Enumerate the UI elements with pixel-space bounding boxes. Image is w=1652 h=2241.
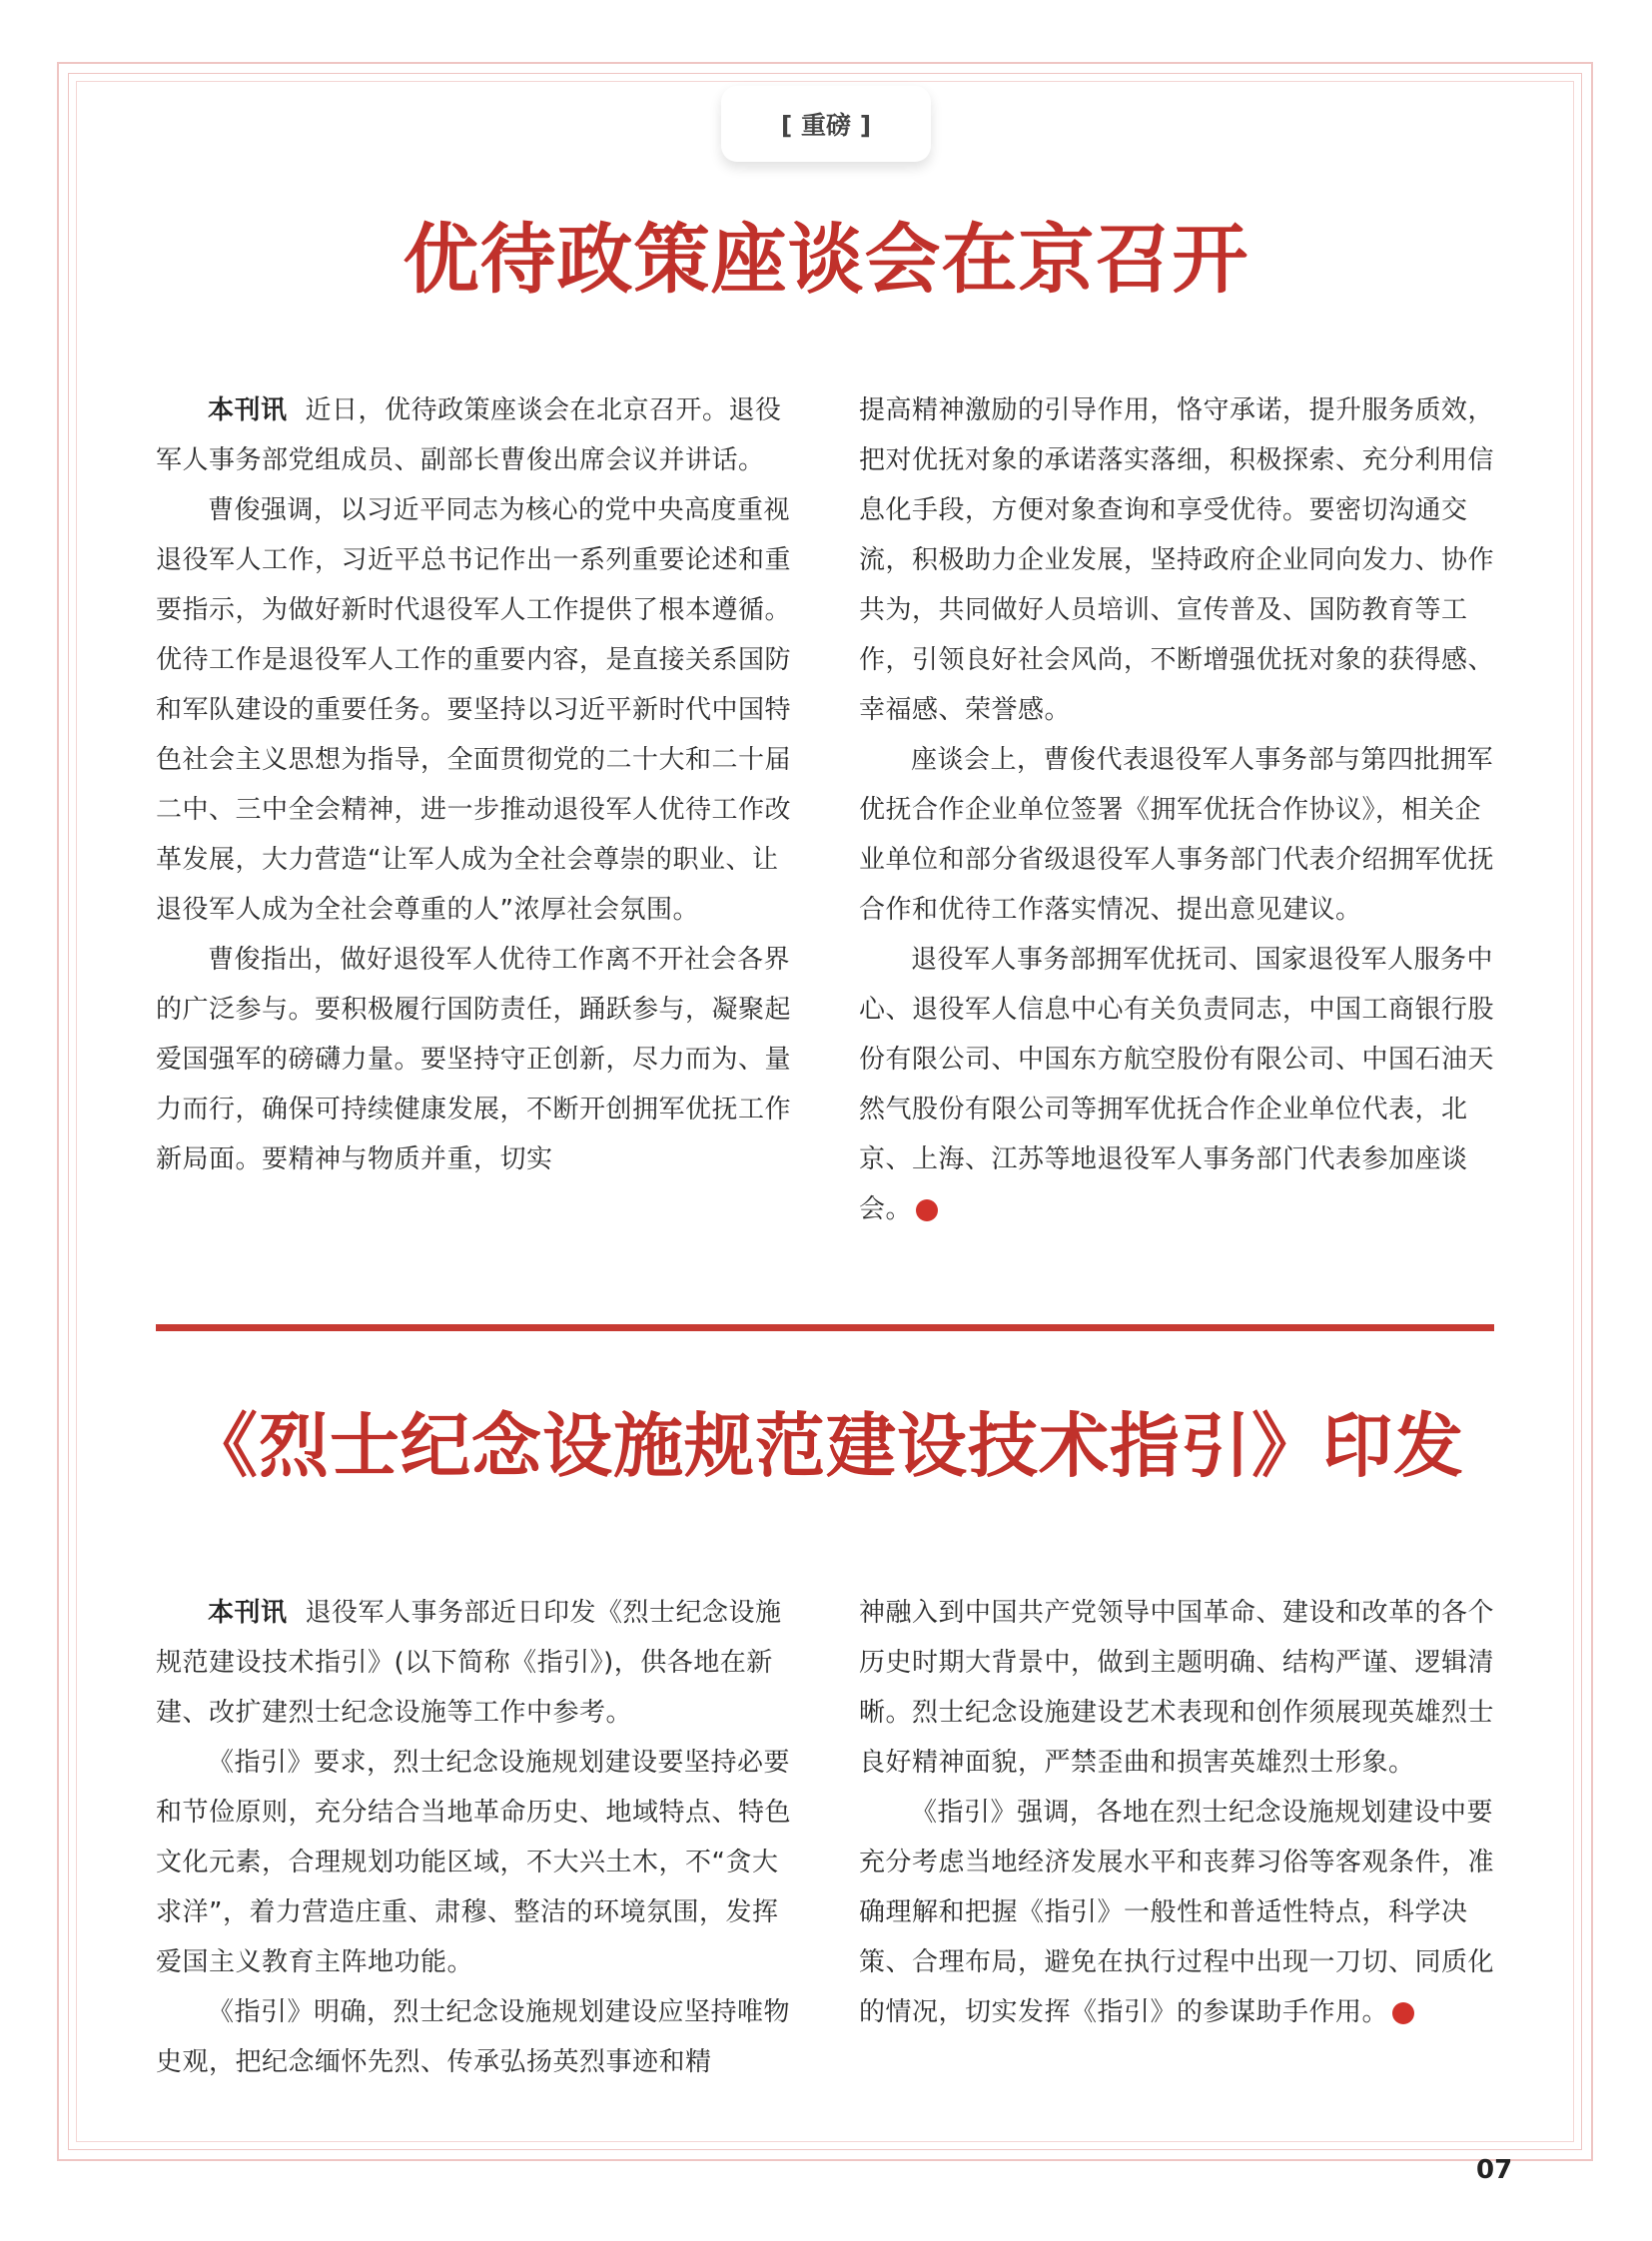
article1-p5: 退役军人事务部拥军优抚司、国家退役军人服务中心、退役军人信息中心有关负责同志，中国工商银行股份有限公司、中国东方航空股份有限公司、中国石油天然气股份有限公司等拥军优抚合作企业单位代表，北京、上海、江苏等地退役军人事务部门代表参加座谈会。: [859, 945, 1495, 1224]
article2-column-left: [156, 1588, 795, 2087]
article1-lead: 本刊讯: [208, 395, 288, 425]
end-mark-icon: N: [1392, 2002, 1414, 2024]
article2-p2: 《指引》要求，烈士纪念设施规划建设要坚持必要和节俭原则，充分结合当地革命历史、地域特点、特色文化元素，合理规划功能区域，不大兴土木，不“贪大求洋”，着力营造庄重、肃穆、整洁的环境氛围，发挥爱国主义教育主阵地功能。: [156, 1748, 792, 1977]
article1-paragraph: [156, 385, 795, 485]
section-tag: [ 重磅 ]: [721, 86, 931, 162]
article2-title: 《烈士纪念设施规范建设技术指引》印发: [188, 1404, 1464, 1487]
article2-column-right: [859, 1588, 1498, 2037]
page-number: 07: [1476, 2155, 1513, 2185]
section-divider: [156, 1324, 1494, 1331]
article1-column-right: [859, 385, 1498, 1234]
article2-p3: 《指引》明确，烈士纪念设施规划建设应坚持唯物史观，把纪念缅怀先烈、传承弘扬英烈事迹和精: [156, 1997, 791, 2077]
article1-column-left: [156, 385, 795, 1184]
end-mark-icon: N: [916, 1199, 938, 1221]
article2-p3-continued: 神融入到中国共产党领导中国革命、建设和改革的各个历史时期大背景中，做到主题明确、结构严谨、逻辑清晰。烈士纪念设施建设艺术表现和创作须展现英雄烈士良好精神面貌，严禁歪曲和损害英雄烈士形象。: [859, 1598, 1495, 1778]
article1-p3: 曹俊指出，做好退役军人优待工作离不开社会各界的广泛参与。要积极履行国防责任，踊跃参与，凝聚起爱国强军的磅礴力量。要坚持守正创新，尽力而为、量力而行，确保可持续健康发展，不断开创拥军优抚工作新局面。要精神与物质并重，切实: [156, 945, 792, 1174]
article2-paragraph-last: [859, 1788, 1498, 2037]
article2-paragraph: [156, 1588, 795, 1738]
article1-p4: 座谈会上，曹俊代表退役军人事务部与第四批拥军优抚合作企业单位签署《拥军优抚合作协议》，相关企业单位和部分省级退役军人事务部门代表介绍拥军优抚合作和优待工作落实情况、提出意见建议。: [859, 745, 1495, 925]
article1-p1: 近日，优待政策座谈会在北京召开。退役军人事务部党组成员、副部长曹俊出席会议并讲话。: [156, 395, 782, 475]
article2-lead: 本刊讯: [208, 1598, 288, 1628]
article1-p2: 曹俊强调，以习近平同志为核心的党中央高度重视退役军人工作，习近平总书记作出一系列重要论述和重要指示，为做好新时代退役军人工作提供了根本遵循。优待工作是退役军人工作的重要内容，是直接关系国防和军队建设的重要任务。要坚持以习近平新时代中国特色社会主义思想为指导，全面贯彻党的二十大和二十届二中、三中全会精神，进一步推动退役军人优待工作改革发展，大力营造“让军人成为全社会尊崇的职业、让退役军人成为全社会尊重的人”浓厚社会氛围。: [156, 495, 792, 925]
article2-p4: 《指引》强调，各地在烈士纪念设施规划建设中要充分考虑当地经济发展水平和丧葬习俗等客观条件，准确理解和把握《指引》一般性和普适性特点，科学决策、合理布局，避免在执行过程中出现一刀切、同质化的情况，切实发挥《指引》的参谋助手作用。: [859, 1798, 1495, 2027]
article1-title: 优待政策座谈会在京召开: [403, 215, 1249, 304]
article1-p3-continued: 提高精神激励的引导作用，恪守承诺，提升服务质效，把对优抚对象的承诺落实落细，积极探索、充分利用信息化手段，方便对象查询和享受优待。要密切沟通交流，积极助力企业发展，坚持政府企业同向发力、协作共为，共同做好人员培训、宣传普及、国防教育等工作，引领良好社会风尚，不断增强优抚对象的获得感、幸福感、荣誉感。: [859, 395, 1495, 725]
article1-paragraph-last: [859, 935, 1498, 1234]
article2-p1: 退役军人事务部近日印发《烈士纪念设施规范建设技术指引》(以下简称《指引》)，供各地在新建、改扩建烈士纪念设施等工作中参考。: [156, 1598, 782, 1728]
